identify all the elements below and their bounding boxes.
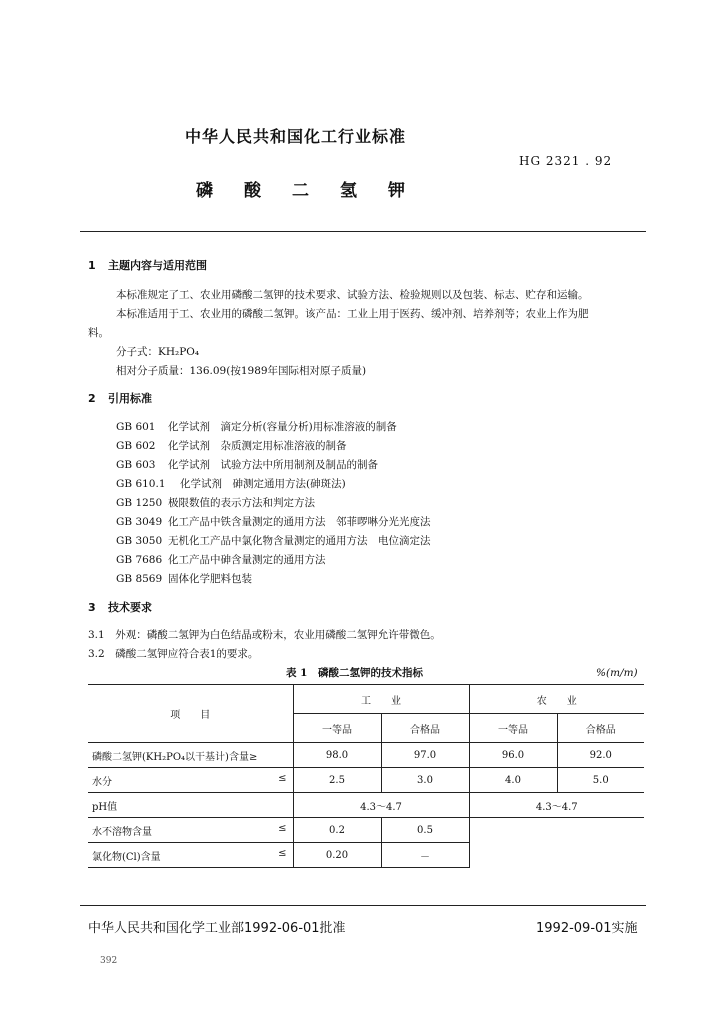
le-symbol: ≤ [278, 773, 287, 784]
section-title: 技术要求 [108, 601, 152, 614]
document-title [196, 176, 405, 201]
header-agriculture: 农 业 [469, 685, 644, 714]
reference-code: GB 610.1 [116, 478, 166, 490]
reference-item [116, 571, 252, 586]
cell-value: 92.0 [557, 743, 644, 768]
page-number: 392 [100, 956, 118, 966]
reference-text: 化学试剂 杂质测定用标准溶液的制备 [168, 440, 347, 452]
header-qualified-grade: 合格品 [557, 714, 644, 743]
row-item: pH值 [88, 793, 293, 818]
reference-code: GB 3049 [116, 516, 163, 528]
table-header-row [88, 685, 644, 714]
clause-3-1: 3.1 外观：磷酸二氢钾为白色结晶或粉末，农业用磷酸二氢钾允许带微色。 [88, 629, 441, 641]
title-char: 钾 [388, 181, 405, 201]
reference-code: GB 7686 [116, 554, 163, 566]
section-3-heading [88, 599, 152, 615]
section-1-paragraph-2-cont: 料。 [88, 327, 109, 339]
approval-line: 中华人民共和国化学工业部1992-06-01批准 [88, 921, 346, 936]
table-caption: 表 1 磷酸二氢钾的技术指标 [286, 667, 423, 679]
cell-value: 0.20 [293, 843, 381, 868]
header-rule [80, 231, 646, 232]
reference-code: GB 8569 [116, 573, 163, 585]
section-number: 2 [88, 392, 96, 405]
cell-value: 5.0 [557, 768, 644, 793]
header-first-grade: 一等品 [469, 714, 557, 743]
cell-value: 0.2 [293, 818, 381, 843]
reference-item [116, 533, 431, 548]
cell-value: 3.0 [381, 768, 469, 793]
cell-value-industry: 4.3～4.7 [293, 793, 469, 818]
reference-item [116, 476, 346, 491]
spec-table [88, 684, 644, 868]
reference-code: GB 603 [116, 459, 156, 471]
section-number: 3 [88, 601, 96, 614]
footer-rule [80, 905, 646, 906]
table-unit: %(m/m) [596, 667, 638, 679]
cell-value: 97.0 [381, 743, 469, 768]
le-symbol: ≤ [278, 848, 287, 859]
reference-text: 化工产品中铁含量测定的通用方法 邻菲啰啉分光光度法 [168, 516, 431, 528]
cell-value: 2.5 [293, 768, 381, 793]
header-industry: 工 业 [293, 685, 469, 714]
section-title: 主题内容与适用范围 [108, 259, 207, 272]
reference-text: 固体化学肥料包装 [168, 573, 252, 585]
molecular-mass: 相对分子质量：136.09(按1989年国际相对原子质量) [116, 365, 367, 377]
empty-cell [469, 818, 644, 868]
section-1-paragraph-1: 本标准规定了工、农业用磷酸二氢钾的技术要求、试验方法、检验规则以及包装、标志、贮存和运输。 [116, 289, 589, 301]
reference-text: 化工产品中砷含量测定的通用方法 [168, 554, 326, 566]
section-number: 1 [88, 259, 96, 272]
cell-value: － [381, 843, 469, 868]
reference-item [116, 419, 397, 434]
reference-code: GB 602 [116, 440, 156, 452]
reference-text: 化学试剂 试验方法中所用制剂及制品的制备 [168, 459, 378, 471]
standard-code: HG 2321 . 92 [519, 154, 613, 168]
row-item-label: 氯化物(Cl)含量 [92, 851, 161, 863]
table-row [88, 743, 644, 768]
header-qualified-grade: 合格品 [381, 714, 469, 743]
le-symbol: ≤ [278, 823, 287, 834]
clause-3-2: 3.2 磷酸二氢钾应符合表1的要求。 [88, 648, 259, 660]
section-title: 引用标准 [108, 392, 152, 405]
table-row [88, 793, 644, 818]
header-first-grade: 一等品 [293, 714, 381, 743]
implementation-date: 1992-09-01实施 [536, 921, 638, 936]
reference-code: GB 3050 [116, 535, 163, 547]
cell-value: 4.0 [469, 768, 557, 793]
reference-text: 无机化工产品中氯化物含量测定的通用方法 电位滴定法 [168, 535, 431, 547]
title-char: 酸 [244, 181, 261, 201]
reference-item [116, 552, 326, 567]
reference-item [116, 495, 315, 510]
section-1-paragraph-2: 本标准适用于工、农业用的磷酸二氢钾。该产品：工业上用于医药、缓冲剂、培养剂等；农业上作为肥 [116, 308, 589, 320]
row-item [88, 818, 293, 843]
row-item-label: 水不溶物含量 [92, 826, 152, 838]
issuer-title: 中华人民共和国化工行业标准 [185, 127, 407, 146]
section-1-heading [88, 257, 207, 273]
row-item: 磷酸二氢钾(KH₂PO₄以干基计)含量≥ [88, 743, 293, 768]
title-char: 磷 [196, 181, 213, 201]
cell-value: 98.0 [293, 743, 381, 768]
row-item [88, 768, 293, 793]
cell-value: 96.0 [469, 743, 557, 768]
reference-text: 化学试剂 滴定分析(容量分析)用标准溶液的制备 [168, 421, 397, 433]
molecular-formula: 分子式：KH₂PO₄ [116, 346, 200, 358]
title-char: 氢 [340, 181, 357, 201]
cell-value-agriculture: 4.3～4.7 [469, 793, 644, 818]
reference-item [116, 457, 378, 472]
table-row [88, 768, 644, 793]
reference-code: GB 601 [116, 421, 156, 433]
reference-text: 极限数值的表示方法和判定方法 [168, 497, 315, 509]
table-row [88, 818, 644, 843]
row-item-label: 水分 [92, 776, 112, 788]
reference-code: GB 1250 [116, 497, 163, 509]
header-item: 项 目 [88, 685, 293, 743]
section-2-heading [88, 390, 152, 406]
reference-text: 化学试剂 砷测定通用方法(砷斑法) [180, 478, 346, 490]
title-char: 二 [292, 181, 309, 201]
reference-item [116, 438, 347, 453]
cell-value: 0.5 [381, 818, 469, 843]
row-item [88, 843, 293, 868]
reference-item [116, 514, 431, 529]
